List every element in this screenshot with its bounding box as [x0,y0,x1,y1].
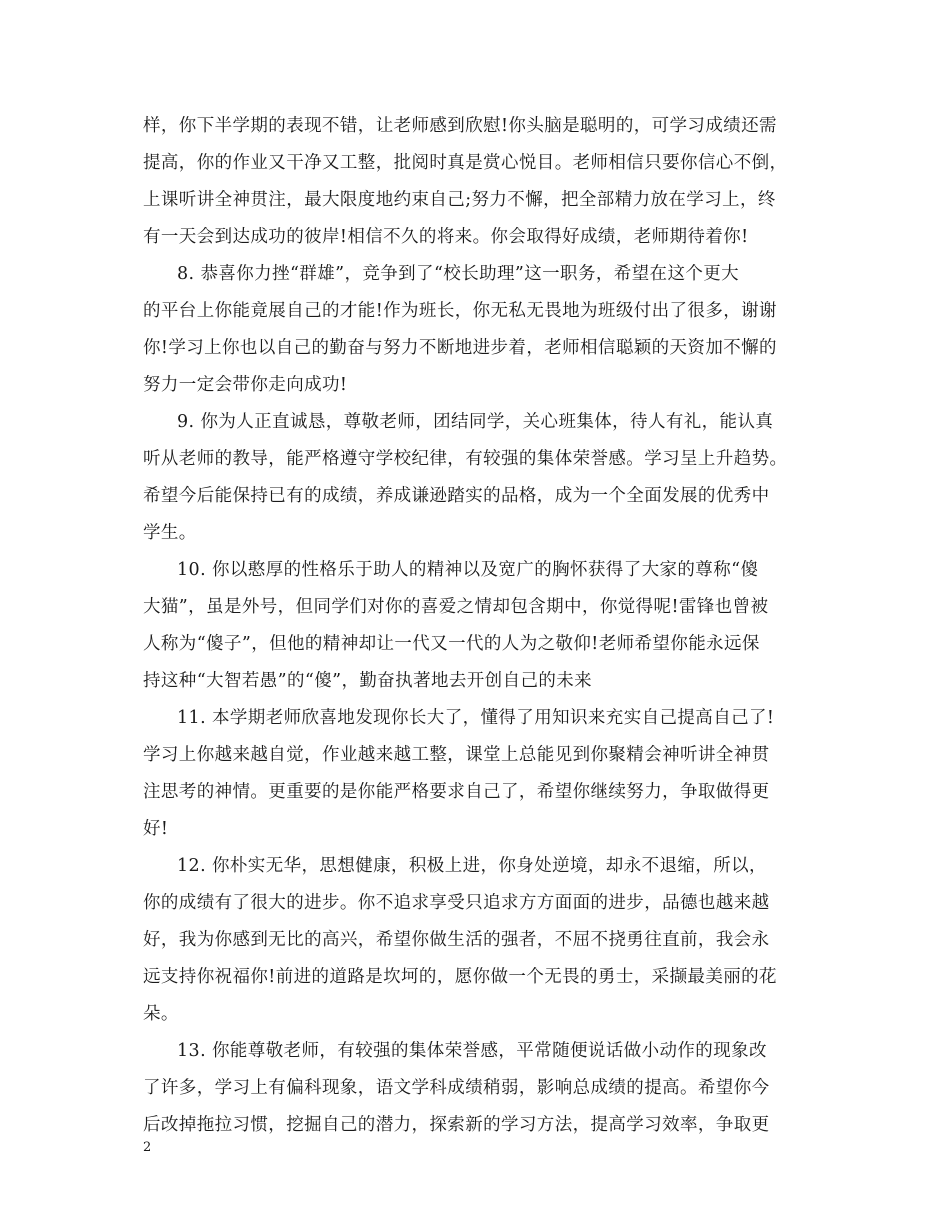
text-line: 注思考的神情。更重要的是你能严格要求自己了，希望你继续努力，争取做得更 [143,782,770,802]
paragraph-start-line: 13. 你能尊敬老师，有较强的集体荣誉感，平常随便说话做小动作的现象改 [177,1041,767,1061]
text-line: 学习上你越来越自觉，作业越来越工整，课堂上总能见到你聚精会神听讲全神贯 [143,745,770,765]
text-line: 后改掉拖拉习惯，挖掘自己的潜力，探索新的学习方法，提高学习效率，争取更 [143,1115,770,1135]
text-line: 提高，你的作业又干净又工整，批阅时真是赏心悦目。老师相信只要你信心不倒， [143,153,788,173]
paragraph-start-line: 12. 你朴实无华，思想健康，积极上进，你身处逆境，却永不退缩，所以， [177,856,767,876]
paragraph-start-line: 10. 你以憨厚的性格乐于助人的精神以及宽广的胸怀获得了大家的尊称“傻 [177,560,759,580]
text-line: 好，我为你感到无比的高兴，希望你做生活的强者，不屈不挠勇往直前，我会永 [143,930,770,950]
text-line: 听从老师的教导，能严格遵守学校纪律，有较强的集体荣誉感。学习呈上升趋势。 [143,449,788,469]
paragraph-start-line: 9. 你为人正直诚恳，尊敬老师，团结同学，关心班集体，待人有礼，能认真 [177,412,774,432]
text-line: 努力一定会带你走向成功! [143,375,348,395]
text-line: 上课听讲全神贯注，最大限度地约束自己;努力不懈，把全部精力放在学习上，终 [143,190,776,210]
text-line: 学生。 [143,523,197,543]
page-number: 2 [143,1140,152,1155]
text-line: 希望今后能保持已有的成绩，养成谦逊踏实的品格，成为一个全面发展的优秀中 [143,486,770,506]
text-line: 的平台上你能竟展自己的才能!作为班长，你无私无畏地为班级付出了很多，谢谢 [143,301,777,321]
text-line: 持这种“大智若愚”的“傻”，勤奋执著地去开创自己的未来 [143,671,593,691]
text-line: 远支持你祝福你!前进的道路是坎坷的，愿你做一个无畏的勇士，采撷最美丽的花 [143,967,777,987]
text-line: 你!学习上你也以自己的勤奋与努力不断地进步着，老师相信聪颖的天资加不懈的 [143,338,777,358]
text-line: 大猫”，虽是外号，但同学们对你的喜爱之情却包含期中，你觉得呢!雷锋也曾被 [143,597,769,617]
text-line: 你的成绩有了很大的进步。你不追求享受只追求方方面面的进步，品德也越来越 [143,893,770,913]
text-line: 人称为“傻子”，但他的精神却让一代又一代的人为之敬仰!老师希望你能永远保 [143,634,760,654]
text-line: 朵。 [143,1004,179,1024]
document-body [143,108,823,1144]
text-line: 样，你下半学期的表现不错，让老师感到欣慰!你头脑是聪明的，可学习成绩还需 [143,116,777,136]
paragraph-start-line: 11. 本学期老师欣喜地发现你长大了，懂得了用知识来充实自己提高自己了! [177,708,775,728]
text-line: 有一天会到达成功的彼岸!相信不久的将来。你会取得好成绩，老师期待着你! [143,227,749,247]
text-line: 了许多，学习上有偏科现象，语文学科成绩稍弱，影响总成绩的提高。希望你今 [143,1078,770,1098]
text-line: 好! [143,819,169,839]
paragraph-start-line: 8. 恭喜你力挫“群雄”，竞争到了“校长助理”这一职务，希望在这个更大 [177,264,740,284]
